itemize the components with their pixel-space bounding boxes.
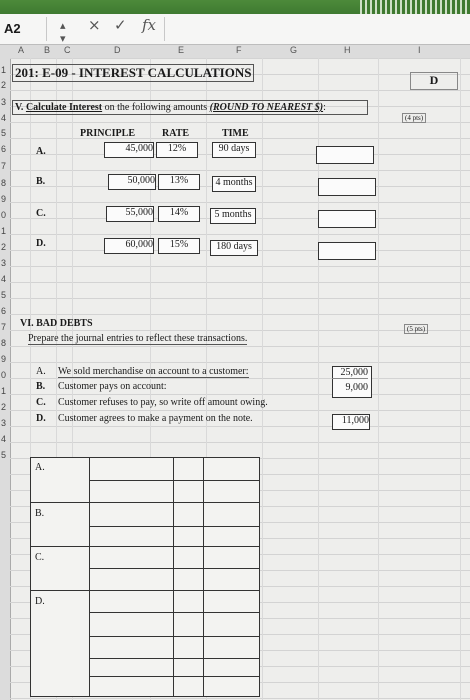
item-a-principle[interactable]: 45,000: [104, 142, 154, 158]
vi-item-b-letter: B.: [36, 381, 46, 392]
column-header-c[interactable]: C: [64, 45, 71, 55]
ribbon-tools: [360, 0, 470, 14]
item-c-rate[interactable]: 14%: [158, 206, 200, 222]
gridline-row: [10, 58, 470, 59]
gridline-row: [10, 698, 470, 699]
section-vi-heading: VI. BAD DEBTS: [20, 318, 93, 329]
principle-header: PRINCIPLE: [80, 128, 136, 139]
row-header[interactable]: 2: [1, 402, 7, 412]
item-b-principle[interactable]: 50,000: [108, 174, 156, 190]
gridline-column: [262, 58, 263, 700]
gridline-row: [10, 314, 470, 315]
journal-entry-table[interactable]: [30, 457, 260, 697]
item-d-time[interactable]: 180 days: [210, 240, 258, 256]
gridline-row: [10, 410, 470, 411]
vi-item-c-letter: C.: [36, 397, 46, 408]
journal-col-divider: [89, 458, 90, 696]
amount-a[interactable]: 25,000: [332, 367, 368, 379]
section-v-keyword: Calculate Interest: [25, 102, 103, 113]
vi-item-c-text: Customer refuses to pay, so write off amount owing.: [58, 397, 268, 408]
journal-row-divider: [89, 480, 259, 481]
confirm-icon[interactable]: ✓: [114, 16, 127, 34]
gridline-row: [10, 266, 470, 267]
row-header[interactable]: 3: [1, 258, 7, 268]
vi-item-b-text: Customer pays on account:: [58, 381, 167, 392]
row-header[interactable]: 7: [1, 322, 7, 332]
item-d-answer-box[interactable]: [318, 242, 376, 260]
insert-function-icon[interactable]: fx: [142, 16, 157, 34]
row-header[interactable]: 1: [1, 386, 7, 396]
name-box-stepper-icon[interactable]: ▴ ▾: [60, 19, 66, 45]
gridline-row: [10, 282, 470, 283]
item-c-letter: C.: [36, 208, 46, 219]
column-header-f[interactable]: F: [236, 45, 242, 55]
section-v-heading[interactable]: [12, 100, 368, 115]
journal-row-divider: [89, 636, 259, 637]
formula-bar-divider: [46, 17, 47, 41]
rate-header: RATE: [162, 128, 190, 139]
row-header[interactable]: 2: [1, 80, 7, 90]
vi-item-d-letter: D.: [36, 413, 46, 424]
gridline-row: [10, 298, 470, 299]
journal-row-divider: [89, 676, 259, 677]
journal-col-divider: [203, 458, 204, 696]
journal-section-divider: [31, 546, 259, 547]
journal-section-divider: [31, 502, 259, 503]
amount-d[interactable]: 11,000: [332, 414, 370, 430]
journal-label-a: A.: [35, 462, 45, 473]
gridline-row: [10, 234, 470, 235]
section-v-mid: on the following amounts: [104, 102, 208, 113]
column-header-g[interactable]: G: [290, 45, 298, 55]
row-header[interactable]: 1: [1, 226, 7, 236]
time-header: TIME: [222, 128, 249, 139]
row-header[interactable]: 1: [1, 65, 7, 75]
item-c-answer-box[interactable]: [318, 210, 376, 228]
row-header[interactable]: 9: [1, 354, 7, 364]
item-d-rate[interactable]: 15%: [158, 238, 200, 254]
item-a-rate[interactable]: 12%: [156, 142, 198, 158]
row-header[interactable]: 4: [1, 434, 7, 444]
gridline-row: [10, 90, 470, 91]
item-a-letter: A.: [36, 146, 46, 157]
journal-label-b: B.: [35, 508, 45, 519]
column-header-e[interactable]: E: [178, 45, 185, 55]
item-a-time[interactable]: 90 days: [212, 142, 256, 158]
gridline-row: [10, 202, 470, 203]
vi-item-a-letter: A.: [36, 366, 46, 377]
gridline-row: [10, 122, 470, 123]
row-header[interactable]: 8: [1, 178, 7, 188]
section-vi-points: (5 pts): [404, 324, 428, 334]
item-c-principle[interactable]: 55,000: [106, 206, 154, 222]
item-b-rate[interactable]: 13%: [158, 174, 200, 190]
gridline-row: [10, 442, 470, 443]
row-header[interactable]: 3: [1, 97, 7, 107]
gridline-row: [10, 378, 470, 379]
formula-input-divider: [164, 17, 165, 41]
column-header-h[interactable]: H: [344, 45, 351, 55]
row-header[interactable]: 3: [1, 418, 7, 428]
row-header[interactable]: 5: [1, 128, 7, 138]
row-header[interactable]: 8: [1, 338, 7, 348]
vi-item-d-text: Customer agrees to make a payment on the note.: [58, 413, 253, 424]
gridline-row: [10, 426, 470, 427]
sheet-title[interactable]: 201: E-09 - INTEREST CALCULATIONS: [12, 64, 254, 82]
column-header-a[interactable]: A: [18, 45, 25, 55]
side-label[interactable]: D: [410, 72, 458, 90]
row-header[interactable]: 0: [1, 370, 7, 380]
column-header-b[interactable]: B: [44, 45, 51, 55]
journal-row-divider: [89, 612, 259, 613]
item-b-letter: B.: [36, 176, 46, 187]
item-c-time[interactable]: 5 months: [210, 208, 256, 224]
gridline-column: [460, 58, 461, 700]
item-d-letter: D.: [36, 238, 46, 249]
item-d-principle[interactable]: 60,000: [104, 238, 154, 254]
row-header[interactable]: 4: [1, 113, 7, 123]
section-vi-instruction: Prepare the journal entries to reflect these transactions.: [28, 333, 248, 344]
section-v-number: V.: [15, 102, 24, 113]
row-header[interactable]: 2: [1, 242, 7, 252]
section-v-round: (ROUND TO NEAREST $): [209, 102, 324, 113]
section-v-colon: :: [323, 102, 326, 113]
journal-label-c: C.: [35, 552, 45, 563]
row-header[interactable]: 4: [1, 274, 7, 284]
section-v-points: (4 pts): [402, 113, 426, 123]
formula-bar: [0, 14, 470, 45]
row-header[interactable]: 5: [1, 450, 7, 460]
column-header-d[interactable]: D: [114, 45, 121, 55]
item-a-answer-box[interactable]: [316, 146, 374, 164]
item-b-time[interactable]: 4 months: [212, 176, 256, 192]
journal-row-divider: [89, 658, 259, 659]
journal-row-divider: [89, 526, 259, 527]
name-box[interactable]: A2: [4, 21, 21, 36]
journal-col-divider: [173, 458, 174, 696]
gridline-row: [10, 330, 470, 331]
amount-b[interactable]: 9,000: [345, 382, 368, 393]
row-header[interactable]: 6: [1, 144, 7, 154]
gridline-column: [378, 58, 379, 700]
row-header[interactable]: 0: [1, 210, 7, 220]
gridline-row: [10, 346, 470, 347]
row-header[interactable]: 7: [1, 161, 7, 171]
gridline-row: [10, 170, 470, 171]
column-header-i[interactable]: I: [418, 45, 421, 55]
item-b-answer-box[interactable]: [318, 178, 376, 196]
journal-label-d: D.: [35, 596, 45, 607]
cancel-icon[interactable]: ×: [88, 16, 101, 34]
journal-row-divider: [89, 568, 259, 569]
column-header-bar: [0, 45, 470, 59]
row-header[interactable]: 6: [1, 306, 7, 316]
gridline-row: [10, 394, 470, 395]
journal-section-divider: [31, 590, 259, 591]
vi-item-a-text: We sold merchandise on account to a customer:: [58, 366, 249, 377]
row-header[interactable]: 9: [1, 194, 7, 204]
row-header[interactable]: 5: [1, 290, 7, 300]
gridline-row: [10, 362, 470, 363]
